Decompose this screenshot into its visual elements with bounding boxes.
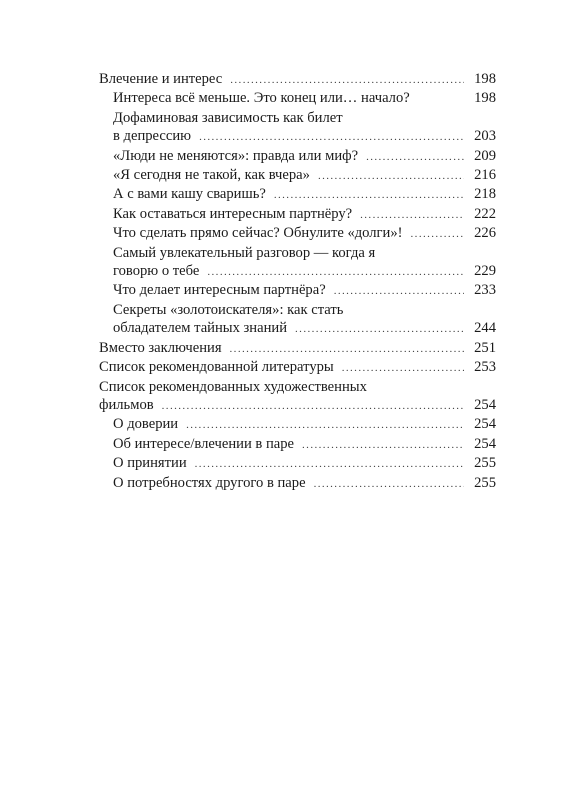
- toc-entry: [99, 166, 496, 185]
- toc-entry: [99, 339, 496, 358]
- toc-entry-last-line: [113, 147, 496, 166]
- toc-entry-title-line: Секреты «золотоискателя»: как стать: [113, 301, 344, 318]
- toc-entry-last-line: [113, 474, 496, 493]
- toc-page-number: 209: [474, 147, 496, 164]
- toc-entry-last-line: [113, 127, 496, 146]
- toc-entry-title: Интереса всё меньше. Это конец или… начало?: [113, 90, 410, 107]
- toc-entry: [99, 70, 496, 89]
- toc-entry-last-line: [113, 281, 496, 300]
- toc-entry: [99, 185, 496, 204]
- dot-leader: [314, 475, 464, 493]
- toc-entry-last-line: [113, 435, 496, 454]
- toc-entry-last-line: [99, 358, 496, 377]
- toc-page-number: 198: [474, 71, 496, 87]
- toc-entry-title: Список рекомендованной литературы: [99, 359, 334, 376]
- toc-page-number: 244: [474, 320, 496, 337]
- toc-entry-title-line: Самый увлекательный разговор — когда я: [113, 244, 376, 261]
- toc-entry-title: фильмов: [99, 396, 154, 413]
- toc-entry-last-line: [113, 454, 496, 473]
- toc-entry-last-line: [113, 89, 496, 108]
- toc-page-number: 222: [474, 205, 496, 222]
- dot-leader: [342, 359, 464, 377]
- toc-entry-title: Что сделать прямо сейчас? Обнулите «долги»!: [113, 225, 403, 242]
- toc-entry-last-line: [113, 262, 496, 281]
- toc-entry: [99, 281, 496, 300]
- dot-leader: [366, 148, 464, 166]
- toc-entry-title: О доверии: [113, 416, 179, 433]
- toc-entry-title: говорю о тебе: [113, 263, 200, 280]
- toc-entry-title: О принятии: [113, 455, 187, 472]
- table-of-contents: [99, 70, 496, 493]
- toc-entry-last-line: [99, 396, 496, 415]
- toc-entry: [99, 147, 496, 166]
- toc-entry-title: «Я сегодня не такой, как вчера»: [113, 167, 310, 184]
- toc-entry: [99, 109, 496, 147]
- toc-page-number: 233: [474, 282, 496, 299]
- dot-leader: [302, 436, 464, 454]
- dot-leader: [207, 263, 464, 281]
- toc-entry-title: обладателем тайных знаний: [113, 320, 288, 337]
- dot-leader: [162, 397, 464, 415]
- dot-leader: [195, 455, 464, 473]
- dot-leader: [230, 71, 464, 89]
- toc-page-number: 226: [474, 225, 496, 242]
- toc-entry-title: Как оставаться интересным партнёру?: [113, 205, 353, 222]
- toc-page-number: 198: [474, 90, 496, 107]
- toc-entry-title: Что делает интересным партнёра?: [113, 282, 326, 299]
- toc-entry: [99, 435, 496, 454]
- toc-entry: [99, 474, 496, 493]
- toc-entry-last-line: [113, 319, 496, 338]
- toc-page-number: 254: [474, 416, 496, 433]
- toc-entry-last-line: [113, 166, 496, 185]
- toc-entry-title: в депрессию: [113, 128, 192, 145]
- toc-entry-last-line: [99, 70, 496, 89]
- toc-page-number: 229: [474, 263, 496, 280]
- toc-page-number: 253: [474, 359, 496, 376]
- dot-leader: [274, 186, 464, 204]
- toc-entry-title: Об интересе/влечении в паре: [113, 435, 295, 452]
- toc-entry-last-line: [113, 185, 496, 204]
- toc-entry: [99, 301, 496, 339]
- toc-page-number: 254: [474, 435, 496, 452]
- toc-entry: [99, 89, 496, 108]
- toc-entry: [99, 454, 496, 473]
- toc-entry-title: А с вами кашу сваришь?: [113, 186, 266, 203]
- toc-entry: [99, 415, 496, 434]
- toc-entry-title-line: Дофаминовая зависимость как билет: [113, 109, 343, 126]
- dot-leader: [199, 128, 464, 146]
- dot-leader: [186, 416, 464, 434]
- toc-entry: [99, 244, 496, 282]
- toc-page-number: 254: [474, 396, 496, 413]
- toc-entry-title-line: Список рекомендованных художественных: [99, 378, 367, 395]
- dot-leader: [334, 282, 464, 300]
- toc-entry-title: «Люди не меняются»: правда или миф?: [113, 147, 359, 164]
- toc-page-number: 255: [474, 455, 496, 472]
- toc-entry-title: О потребностях другого в паре: [113, 474, 306, 491]
- toc-entry: [99, 358, 496, 377]
- toc-page-number: 203: [474, 128, 496, 145]
- toc-entry-title: Влечение и интерес: [99, 71, 223, 87]
- toc-entry: [99, 224, 496, 243]
- dot-leader: [230, 340, 464, 358]
- toc-entry-last-line: [99, 339, 496, 358]
- dot-leader: [318, 167, 464, 185]
- toc-entry: [99, 378, 496, 416]
- toc-page-number: 218: [474, 186, 496, 203]
- dot-leader: [411, 225, 464, 243]
- dot-leader: [295, 320, 464, 338]
- toc-entry: [99, 205, 496, 224]
- toc-entry-title: Вместо заключения: [99, 339, 222, 356]
- toc-page-number: 216: [474, 167, 496, 184]
- dot-leader: [360, 206, 464, 224]
- toc-entry-last-line: [113, 415, 496, 434]
- toc-page-number: 255: [474, 474, 496, 491]
- toc-entry-last-line: [113, 205, 496, 224]
- toc-entry-last-line: [113, 224, 496, 243]
- toc-page-number: 251: [474, 339, 496, 356]
